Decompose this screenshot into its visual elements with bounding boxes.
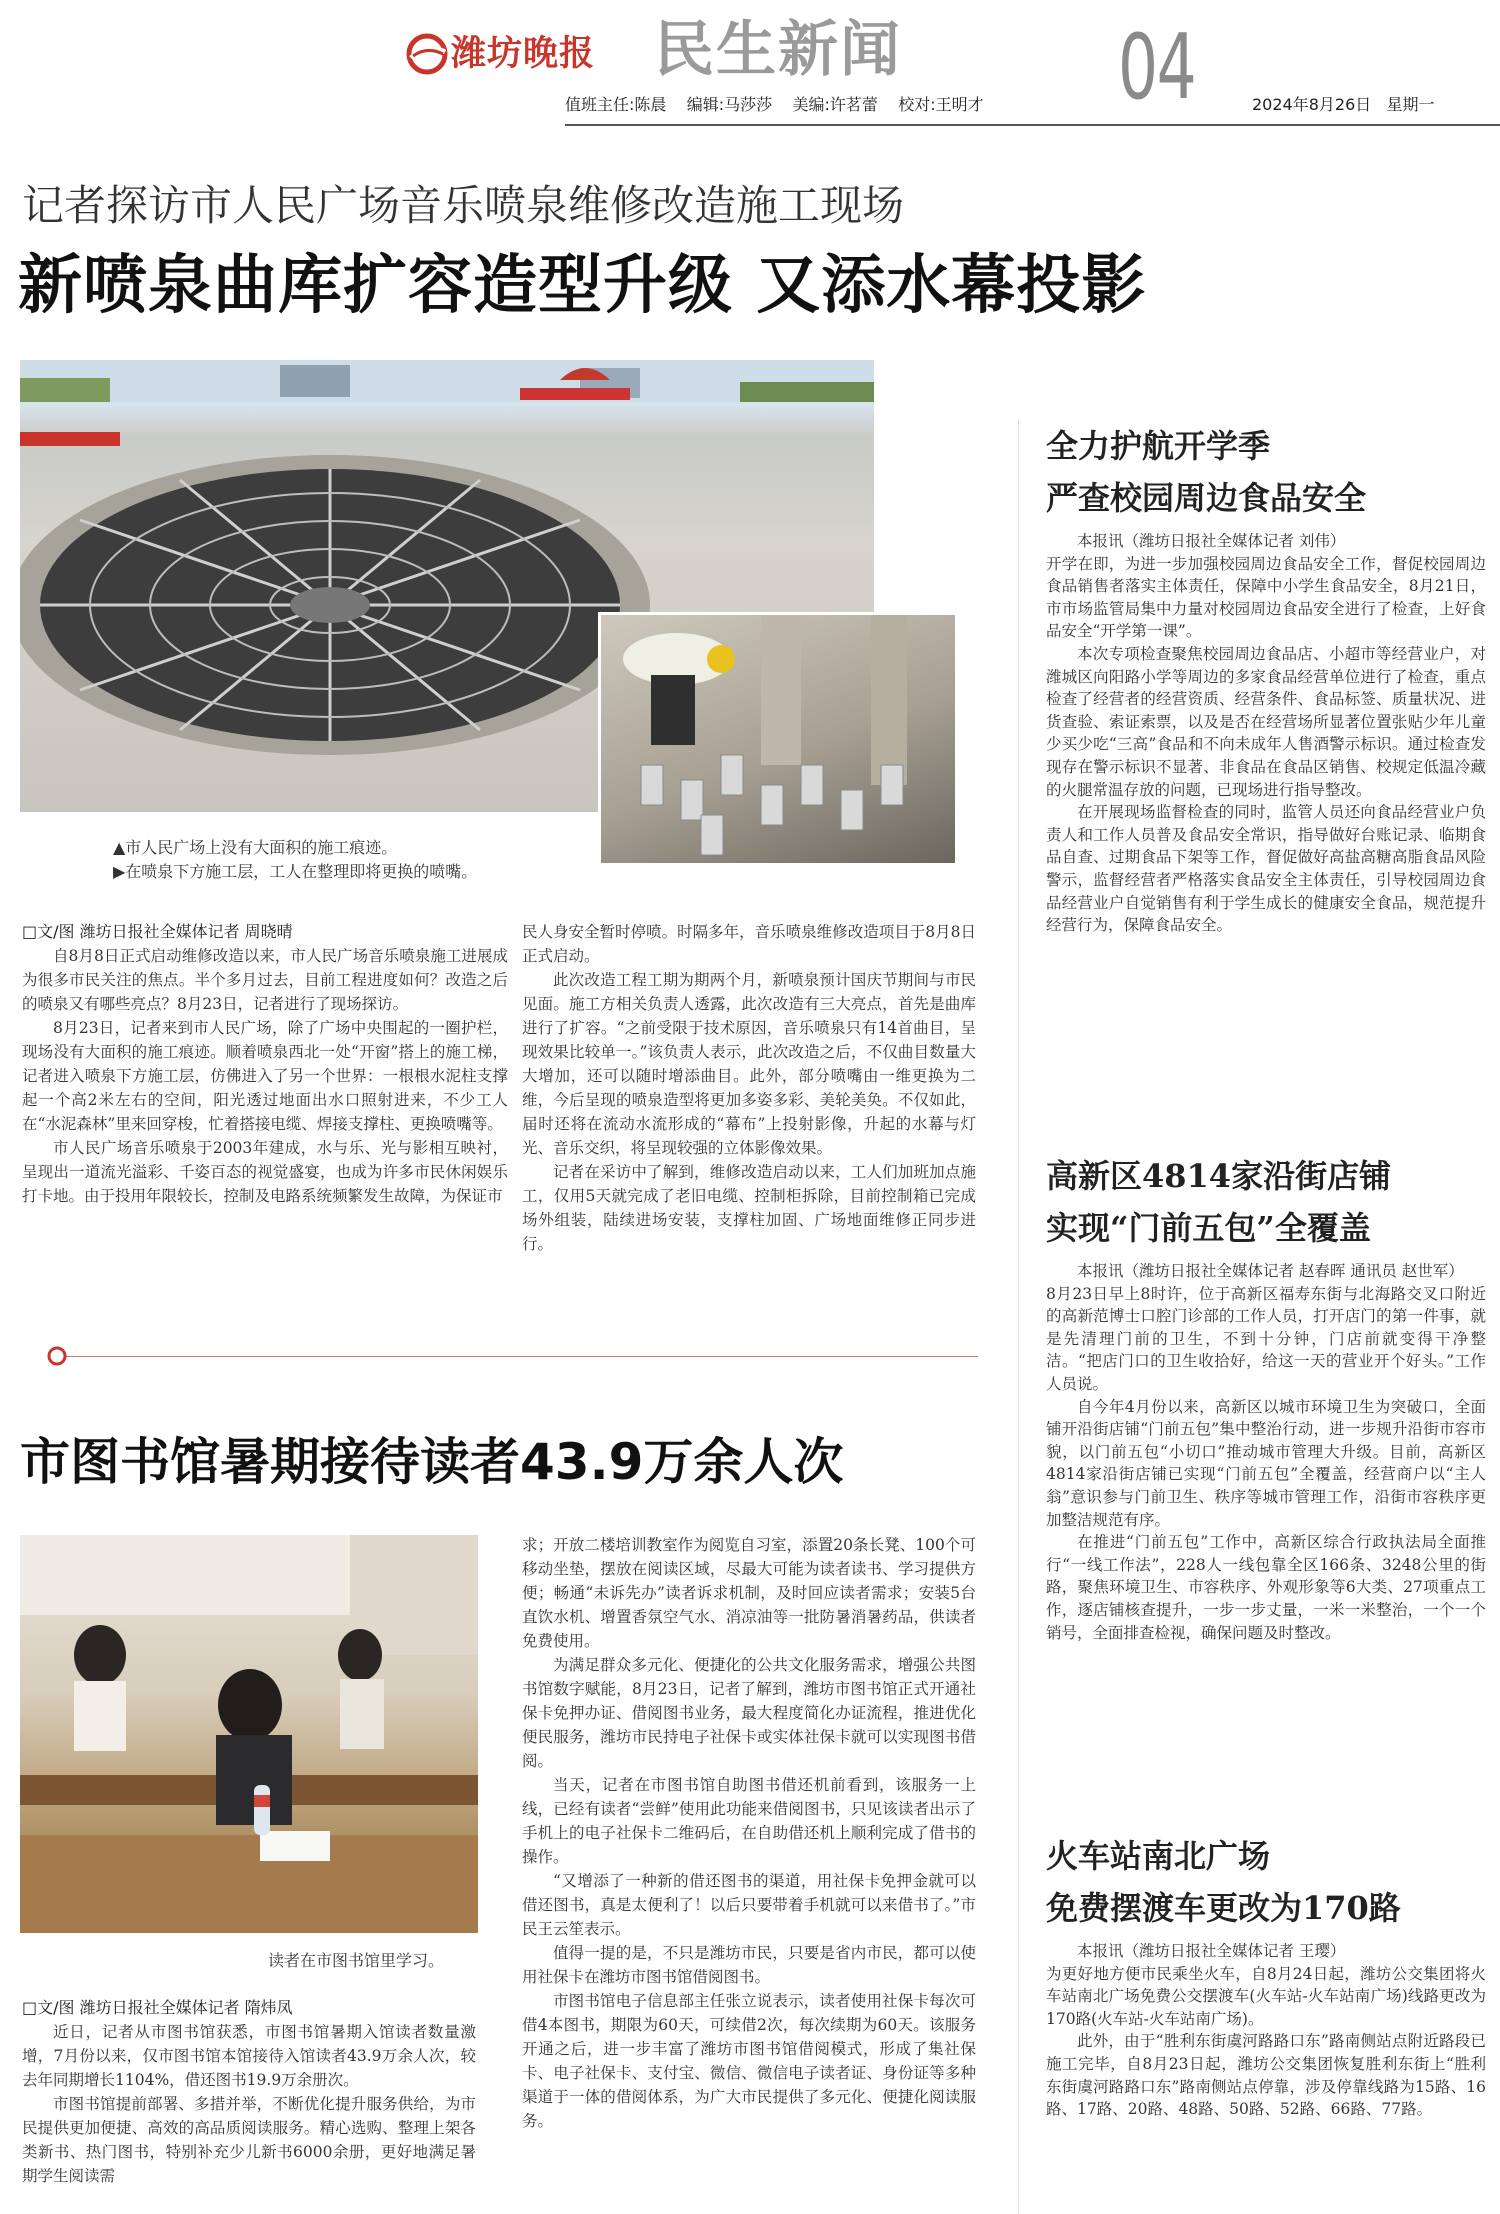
bus-body (1046, 1940, 1486, 2121)
bus-story (1046, 1830, 1486, 2121)
lead-paragraph: 记者在采访中了解到，维修改造启动以来，工人们加班加点施工，仅用5天就完成了老旧电缆、控制柜拆除，目前控制箱已完成场外组装，陆续进场安装，支撑柱加固、广场地面维修正同步进行。 (522, 1163, 976, 1253)
brand-logo (405, 30, 645, 82)
column-divider (1018, 420, 1019, 2214)
library-paragraph: 近日，记者从市图书馆获悉，市图书馆暑期入馆读者数量激增，7月份以来，仅市图书馆本馆接待入馆读者43.9万余人次，较去年同期增长1104%，借还图书19.9万余册次。 (22, 2023, 476, 2089)
lead-paragraph: 8月23日，记者来到市人民广场，除了广场中央围起的一圈护栏，现场没有大面积的施工痕迹。顺着喷泉西北一处“开窗”搭上的施工梯，记者进入喷泉下方施工层，仿佛进入了另一个世界：一根根水泥柱支撑起一个高2米左右的空间，阳光透过地面出水口照射进来，不少工人在“水泥森林”里来回穿梭，忙着搭接电缆、焊接支撑柱、更换喷嘴等。 (22, 1019, 508, 1133)
library-byline: □文/图 潍坊日报社全媒体记者 隋炜凤 (22, 1998, 293, 2017)
editor-edit: 编辑:马莎莎 (686, 95, 773, 114)
shops-paragraph: 自今年4月份以来，高新区以城市环境卫生为突破口，全面铺开沿街店铺“门前五包”集中整治行动，进一步规升沿街市容市貌，以门前五包“小切口”推动城市管理大升级。目前，高新区4814家沿街店铺已实现“门前五包”全覆盖，经营商户以“主人翁”意识参与门前卫生、秩序等城市管理工作，沿街市容秩序更加整洁规范有序。 (1046, 1397, 1486, 1529)
masthead-rule (565, 124, 1500, 126)
food-paragraph: 本次专项检查聚焦校园周边食品店、小超市等经营业户，对潍城区向阳路小学等周边的多家食品经营单位进行了检查，重点检查了经营者的经营资质、经营条件、食品标签、质量状况、进货查验、索证索票，以及是否在经营场所显著位置张贴少年儿童少买少吃“三高”食品和不向未成年人售酒警示标识。通过检查发现存在警示标识不显著、非食品在食品区销售、校规定低温冷藏的火腿常温存放的问题，已现场进行指导整改。 (1046, 644, 1486, 799)
lead-paragraph: 市人民广场音乐喷泉于2003年建成，水与乐、光与影相互映衬，呈现出一道流光溢彩、千姿百态的视觉盛宴，也成为许多市民休闲娱乐打卡地。由于投用年限较长，控制及电路系统频繁发生故障，为保证市 (22, 1139, 508, 1205)
date-text: 2024年8月26日 (1252, 95, 1372, 114)
shops-paragraph: 8月23日早上8时许，位于高新区福寿东街与北海路交叉口附近的高新范博士口腔门诊部的工作人员，打开店门的第一件事，就是先清理门前的卫生，不到十分钟，门店前就变得干净整洁。“把店门口的卫生收拾好，给这一天的营业开个好头。”工作人员说。 (1046, 1284, 1486, 1393)
library-column-2 (522, 1533, 976, 2133)
bus-headline-2: 免费摆渡车更改为170路 (1046, 1889, 1401, 1927)
editor-line (565, 92, 984, 118)
food-paragraph: 开学在即，为进一步加强校园周边食品安全工作，督促校园周边食品销售者落实主体责任，保障中小学生食品安全，8月21日，市市场监管局集中力量对校园周边食品安全进行了检查，上好食品安全“开学第一课”。 (1046, 554, 1486, 641)
library-paragraph: 值得一提的是，不只是潍坊市民，只要是省内市民，都可以使用社保卡在潍坊市图书馆借阅图书。 (522, 1944, 976, 1986)
shops-headline-1: 高新区4814家沿街店铺 (1046, 1157, 1392, 1195)
lead-paragraph: 此次改造工程工期为期两个月，新喷泉预计国庆节期间与市民见面。施工方相关负责人透露，此次改造有三大亮点，首先是曲库进行了扩容。“之前受限于技术原因，音乐喷泉只有14首曲目，呈现效果比较单一。”该负责人表示，此次改造之后，不仅曲目数量大大增加，还可以随时增添曲目。此外，部分喷嘴由一维更换为二维，今后呈现的喷泉造型将更加多姿多彩、美轮美奂。不仅如此，届时还将在流动水流形成的“幕布”上投射影像，升起的水幕与灯光、音乐交织，将呈现较强的立体影像效果。 (522, 971, 976, 1157)
divider-circle-icon (46, 1345, 68, 1367)
library-headline: 市图书馆暑期接待读者43.9万余人次 (20, 1433, 844, 1491)
library-paragraph: 市图书馆电子信息部主任张立说表示，读者使用社保卡每次可借4本图书，期限为60天，可续借2次，每次续期为60天。该服务开通之后，进一步丰富了潍坊市图书馆借阅模式，形成了集社保卡、电子社保卡、支付宝、微信、微信电子读者证、身份证等多种渠道于一体的借阅体系，为广大市民提供了多元化、便捷化阅读服务。 (522, 1992, 976, 2130)
bus-headline-1: 火车站南北广场 (1046, 1837, 1271, 1875)
caption-workers: ▶在喷泉下方施工层，工人在整理即将更换的喷嘴。 (113, 862, 478, 881)
food-paragraph: 在开展现场监督检查的同时，监管人员还向食品经营业户负责人和工作人员普及食品安全常识，指导做好台账记录、临期食品自查、过期食品下架等工作，督促做好高盐高糖高脂食品风险警示，监督经营者严格落实食品安全主体责任，引导校园周边食品经营业户自觉销售有利于学生成长的健康安全食品，规范提升经营行为，保障食品安全。 (1046, 803, 1486, 935)
library-paragraph: “又增添了一种新的借还图书的渠道，用社保卡免押金就可以借还图书，真是太便利了！以后只要带着手机就可以来借书了。”市民王云笙表示。 (522, 1872, 976, 1938)
shops-byline: 本报讯（潍坊日报社全媒体记者 赵春晖 通讯员 赵世军） (1077, 1262, 1464, 1280)
brand-swoosh-icon (405, 32, 449, 76)
food-headline-2: 严查校园周边食品安全 (1046, 479, 1367, 517)
shops-headline-2: 实现“门前五包”全覆盖 (1046, 1209, 1371, 1247)
section-title: 民生新闻 (654, 15, 902, 85)
food-headline-1: 全力护航开学季 (1046, 427, 1271, 465)
shops-story (1046, 1150, 1486, 1644)
lead-column-1 (22, 944, 508, 1208)
page-number: 04 (1118, 15, 1196, 120)
bus-byline: 本报讯（潍坊日报社全媒体记者 王璎） (1077, 1942, 1346, 1960)
lead-paragraph: 民人身安全暂时停喷。时隔多年，音乐喷泉维修改造项目于8月8日正式启动。 (522, 923, 976, 965)
bus-paragraph: 为更好地方便市民乘坐火车，自8月24日起，潍坊公交集团将火车站南北广场免费公交摆渡车(火车站-火车站南广场)线路更改为170路(火车站-火车站南广场)。 (1046, 1964, 1486, 2028)
lead-kicker: 记者探访市人民广场音乐喷泉维修改造施工现场 (22, 181, 905, 230)
lead-headline: 新喷泉曲库扩容造型升级 又添水幕投影 (18, 249, 1147, 323)
library-photo-caption: 读者在市图书馆里学习。 (268, 1951, 445, 1970)
masthead (0, 0, 1500, 132)
lead-photo-captions (113, 836, 633, 884)
library-readers-photo (20, 1535, 478, 1933)
food-body (1046, 530, 1486, 937)
shops-body (1046, 1260, 1486, 1644)
library-paragraph: 求；开放二楼培训教室作为阅览自习室，添置20条长凳、100个可移动坐垫，摆放在阅读区域，尽最大可能为读者读书、学习提供方便；畅通“未诉先办”读者诉求机制，及时回应读者需求；安装5台直饮水机、增置香氛空气水、消凉油等一批防暑消暑药品，供读者免费使用。 (522, 1536, 976, 1650)
food-byline: 本报讯（潍坊日报社全媒体记者 刘伟） (1077, 532, 1346, 550)
brand-name: 潍坊晚报 (451, 34, 596, 74)
workers-under-fountain-photo (598, 612, 958, 866)
lead-column-2 (522, 920, 976, 1256)
editor-duty: 值班主任:陈晨 (565, 95, 667, 114)
shops-paragraph: 在推进“门前五包”工作中，高新区综合行政执法局全面推行“一线工作法”，228人一线包靠全区166条、3248公里的街路，聚焦环境卫生、市容秩序、外观形象等6大类、27项重点工作，逐店铺核查提升，一步一步丈量，一米一米整治，一个一个销号，全面排查检视，确保问题及时整改。 (1046, 1533, 1486, 1642)
library-paragraph: 市图书馆提前部署、多措并举，不断优化提升服务供给，为市民提供更加便捷、高效的高品质阅读服务。精心选购、整理上架各类新书、热门图书，特别补充少儿新书6000余册，更好地满足暑期学生阅读需 (22, 2095, 476, 2185)
library-paragraph: 为满足群众多元化、便捷化的公共文化服务需求，增强公共图书馆数字赋能，8月23日，记者了解到，潍坊市图书馆正式开通社保卡免押办证、借阅图书业务，最大程度简化办证流程，推进优化便民服务，潍坊市民持电子社保卡或实体社保卡就可以实现图书借阅。 (522, 1656, 976, 1770)
lead-byline: □文/图 潍坊日报社全媒体记者 周晓晴 (22, 922, 293, 941)
food-story (1046, 420, 1486, 937)
library-paragraph: 当天，记者在市图书馆自助图书借还机前看到，该服务一上线，已经有读者“尝鲜”使用此功能来借阅图书，只见该读者出示了手机上的电子社保卡二维码后，在自助借还机上顺利完成了借书的操作。 (522, 1776, 976, 1866)
caption-plaza: ▲市人民广场上没有大面积的施工痕迹。 (113, 838, 398, 857)
section-divider (48, 1356, 978, 1357)
issue-date (1252, 92, 1435, 118)
library-column-1 (22, 2020, 476, 2188)
bus-paragraph: 此外，由于“胜利东街虞河路路口东”路南侧站点附近路段已施工完毕，自8月23日起，潍坊公交集团恢复胜利东街上“胜利东街虞河路路口东”路南侧站点停靠，涉及停靠线路为15路、16路、17路、20路、48路、50路、52路、66路、77路。 (1046, 2032, 1486, 2119)
editor-art: 美编:许茗蕾 (792, 95, 878, 114)
editor-proof: 校对:王明才 (898, 95, 984, 114)
lead-paragraph: 自8月8日正式启动维修改造以来，市人民广场音乐喷泉施工进展成为很多市民关注的焦点。半个多月过去，目前工程进度如何？改造之后的喷泉又有哪些亮点？8月23日，记者进行了现场探访。 (22, 947, 508, 1013)
weekday-text: 星期一 (1386, 95, 1435, 114)
